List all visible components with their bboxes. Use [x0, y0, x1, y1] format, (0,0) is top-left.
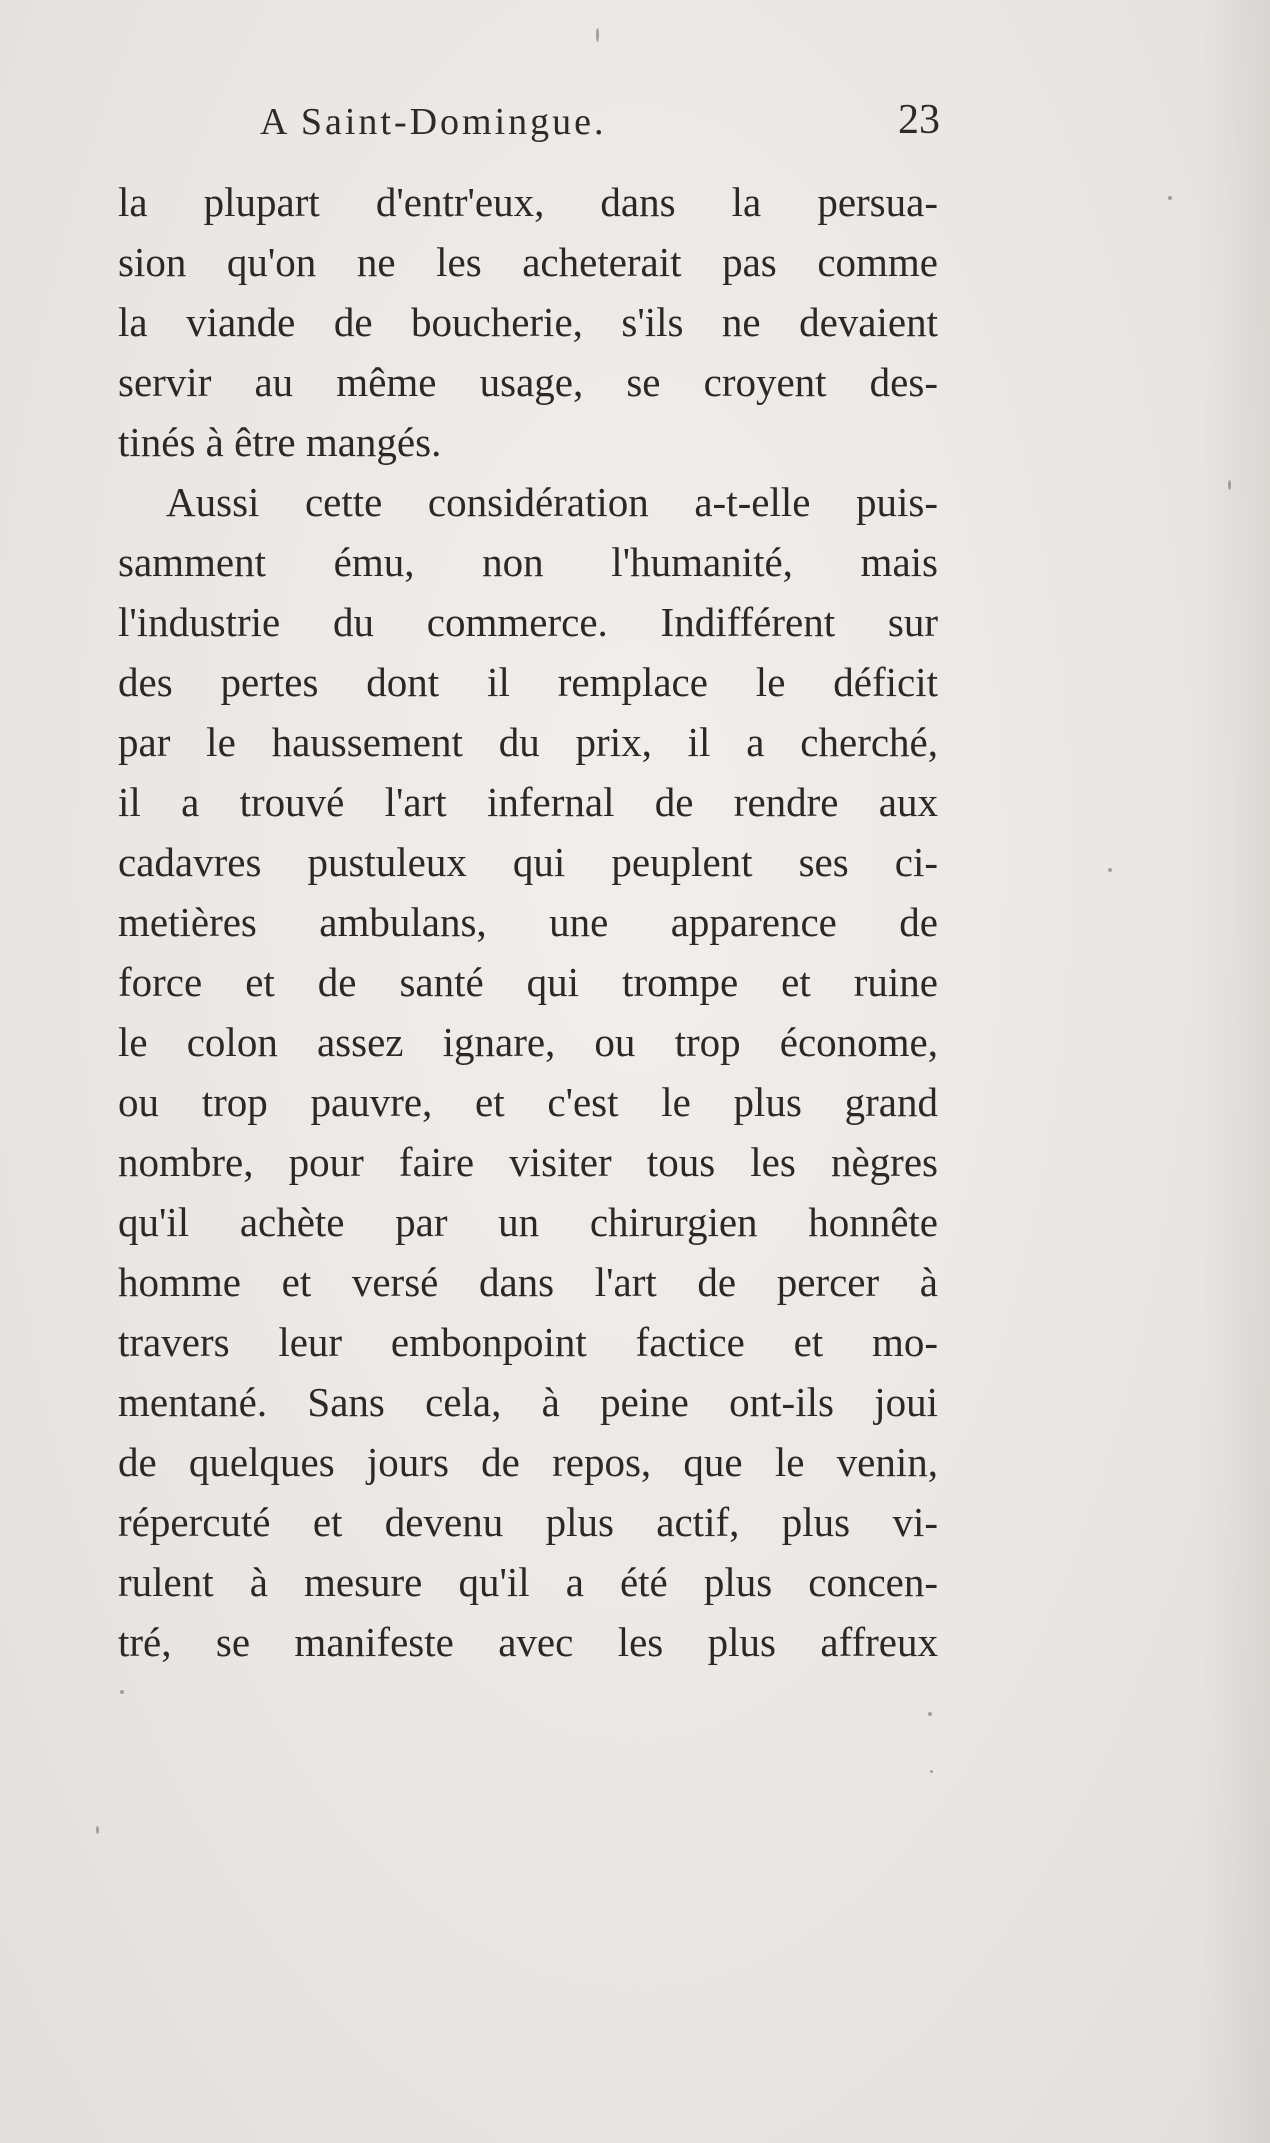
paper-speck — [1228, 480, 1231, 490]
text-line: de quelques jours de repos, que le venin, — [118, 1439, 938, 1485]
paper-speck — [1108, 868, 1112, 872]
text-line: l'industrie du commerce. Indifférent sur — [118, 599, 938, 645]
text-line: metières ambulans, une apparence de — [118, 899, 938, 945]
paragraph-1 — [118, 172, 938, 472]
paper-speck — [930, 1770, 933, 1773]
text-line: le colon assez ignare, ou trop économe, — [118, 1019, 938, 1065]
text-line: servir au même usage, se croyent des- — [118, 359, 938, 405]
text-line: des pertes dont il remplace le déficit — [118, 659, 938, 705]
text-line: répercuté et devenu plus actif, plus vi- — [118, 1499, 938, 1545]
text-line: par le haussement du prix, il a cherché, — [118, 719, 938, 765]
text-line: homme et versé dans l'art de percer à — [118, 1259, 938, 1305]
text-line: nombre, pour faire visiter tous les nègres — [118, 1139, 938, 1185]
text-line: tinés à être mangés. — [118, 419, 442, 465]
page-header — [120, 97, 940, 160]
text-line: qu'il achète par un chirurgien honnête — [118, 1199, 938, 1245]
paper-speck — [596, 28, 599, 42]
page-edge-shadow — [1200, 0, 1270, 2143]
text-line: force et de santé qui trompe et ruine — [118, 959, 938, 1005]
text-line: sion qu'on ne les acheterait pas comme — [118, 239, 938, 285]
text-line: samment ému, non l'humanité, mais — [118, 539, 938, 585]
text-line: travers leur embonpoint factice et mo- — [118, 1319, 938, 1365]
paper-speck — [120, 1690, 124, 1694]
text-line: ou trop pauvre, et c'est le plus grand — [118, 1079, 938, 1125]
paragraph-2 — [118, 472, 938, 1672]
text-line: il a trouvé l'art infernal de rendre aux — [118, 779, 938, 825]
page-number: 23 — [898, 97, 940, 143]
text-line: la plupart d'entr'eux, dans la persua- — [118, 179, 938, 225]
text-line: tré, se manifeste avec les plus affreux — [118, 1619, 938, 1665]
body-text — [118, 172, 938, 1672]
text-line: Aussi cette considération a-t-elle puis- — [166, 479, 938, 525]
paper-speck — [928, 1712, 932, 1716]
text-line: mentané. Sans cela, à peine ont-ils joui — [118, 1379, 938, 1425]
paper-speck — [96, 1826, 99, 1834]
text-line: la viande de boucherie, s'ils ne devaient — [118, 299, 938, 345]
text-line: cadavres pustuleux qui peuplent ses ci- — [118, 839, 938, 885]
running-head: A Saint-Domingue. — [260, 101, 607, 143]
text-line: rulent à mesure qu'il a été plus concen- — [118, 1559, 938, 1605]
paper-speck — [1168, 196, 1172, 200]
